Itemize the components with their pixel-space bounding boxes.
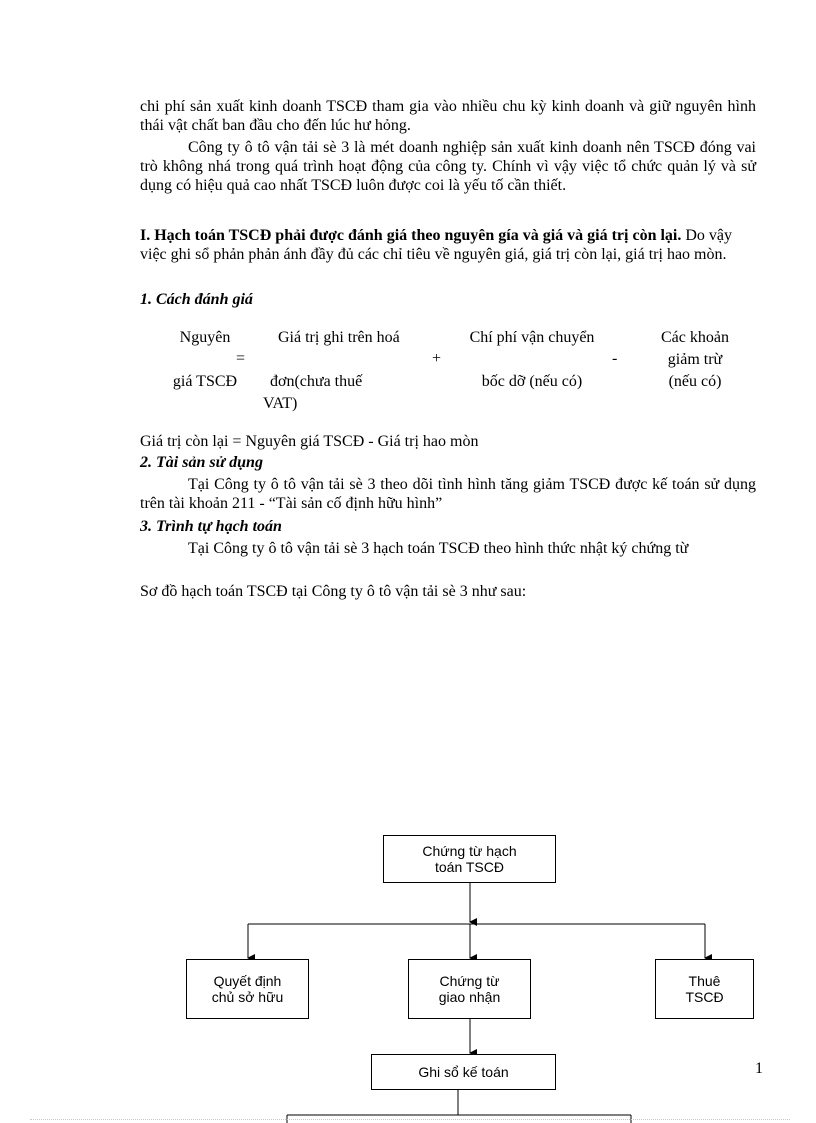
box-accounting-documents <box>383 835 556 883</box>
page-number: 1 <box>755 1060 763 1077</box>
formula-term-original-1: Nguyên <box>179 329 231 346</box>
page-footer-divider <box>30 1119 790 1120</box>
box-owner-decision <box>186 959 309 1019</box>
box-owner-decision-line1: Quyết định <box>213 973 282 989</box>
heading-valuation: 1. Cách đánh giá <box>140 291 253 308</box>
paragraph-diagram-intro: Sơ đồ hạch toán TSCĐ tại Công ty ô tô vận tải sè 3 như sau: <box>140 583 527 600</box>
formula-term-invoice-2: đơn(chưa thuế <box>270 373 363 390</box>
box-delivery-documents-line2: giao nhận <box>438 989 501 1005</box>
section-1-text: Do vậy việc ghi sổ phản phản ánh đầy đủ các chỉ tiêu về nguyên giá, giá trị còn lại, giá trị hao mòn. <box>140 227 733 263</box>
section-1-heading: I. Hạch toán TSCĐ phải được đánh giá theo nguyên gía và giá và giá trị còn lại. <box>140 227 682 244</box>
formula-equals: = <box>236 350 246 367</box>
formula-plus: + <box>432 350 442 367</box>
paragraph-assets: Tại Công ty ô tô vận tải sè 3 theo dõi tình hình tăng giảm TSCĐ được kế toán sử dụng trên tài khoản 211 - “Tài sản cố định hữu hình” <box>140 476 756 512</box>
heading-procedure: 3. Trình tự hạch toán <box>140 518 282 535</box>
formula-term-transport-1: Chí phí vận chuyển <box>469 329 595 346</box>
box-bookkeeping-label: Ghi sổ kế toán <box>418 1064 509 1080</box>
box-accounting-documents-line2: toán TSCĐ <box>435 859 504 875</box>
formula-term-original-2: giá TSCĐ <box>172 373 238 390</box>
formula-term-deduction-1: Các khoản <box>661 329 729 346</box>
paragraph-company: Công ty ô tô vận tải sè 3 là mét doanh nghiệp sản xuất kinh doanh nên TSCĐ đóng vai trò không nhá trong quá trình hoạt động của công ty. Chính vì vậy việc tổ chức quản lý và sử dụng có hiệu quả cao nhất TSCĐ luôn được coi là yếu tố cần thiết. <box>140 139 756 194</box>
box-delivery-documents-line1: Chứng từ <box>439 973 500 989</box>
heading-assets: 2. Tài sản sử dụng <box>140 454 263 471</box>
formula-term-invoice-3: VAT) <box>263 395 298 412</box>
box-lease-assets <box>655 959 754 1019</box>
remaining-value-line: Giá trị còn lại = Nguyên giá TSCĐ - Giá trị hao mòn <box>140 433 479 450</box>
box-delivery-documents <box>408 959 531 1019</box>
formula-term-deduction-3: (nếu có) <box>668 373 722 390</box>
box-accounting-documents-line1: Chứng từ hạch <box>422 843 517 859</box>
box-lease-assets-line1: Thuê <box>688 973 721 989</box>
box-bookkeeping <box>371 1054 556 1090</box>
formula-minus: - <box>612 350 618 367</box>
paragraph-procedure: Tại Công ty ô tô vận tải sè 3 hạch toán TSCĐ theo hình thức nhật ký chứng từ <box>188 540 689 557</box>
box-owner-decision-line2: chủ sở hữu <box>211 989 284 1005</box>
paragraph-intro: chi phí sản xuất kinh doanh TSCĐ tham gia vào nhiều chu kỳ kinh doanh và giữ nguyên hình thái vật chất ban đầu cho đến lúc hư hỏng. <box>140 98 756 134</box>
formula-term-transport-2: bốc dỡ (nếu có) <box>481 373 583 390</box>
formula-term-deduction-2: giảm trừ <box>667 351 723 368</box>
formula-term-invoice-1: Giá trị ghi trên hoá <box>278 329 400 346</box>
box-lease-assets-line2: TSCĐ <box>685 989 724 1005</box>
